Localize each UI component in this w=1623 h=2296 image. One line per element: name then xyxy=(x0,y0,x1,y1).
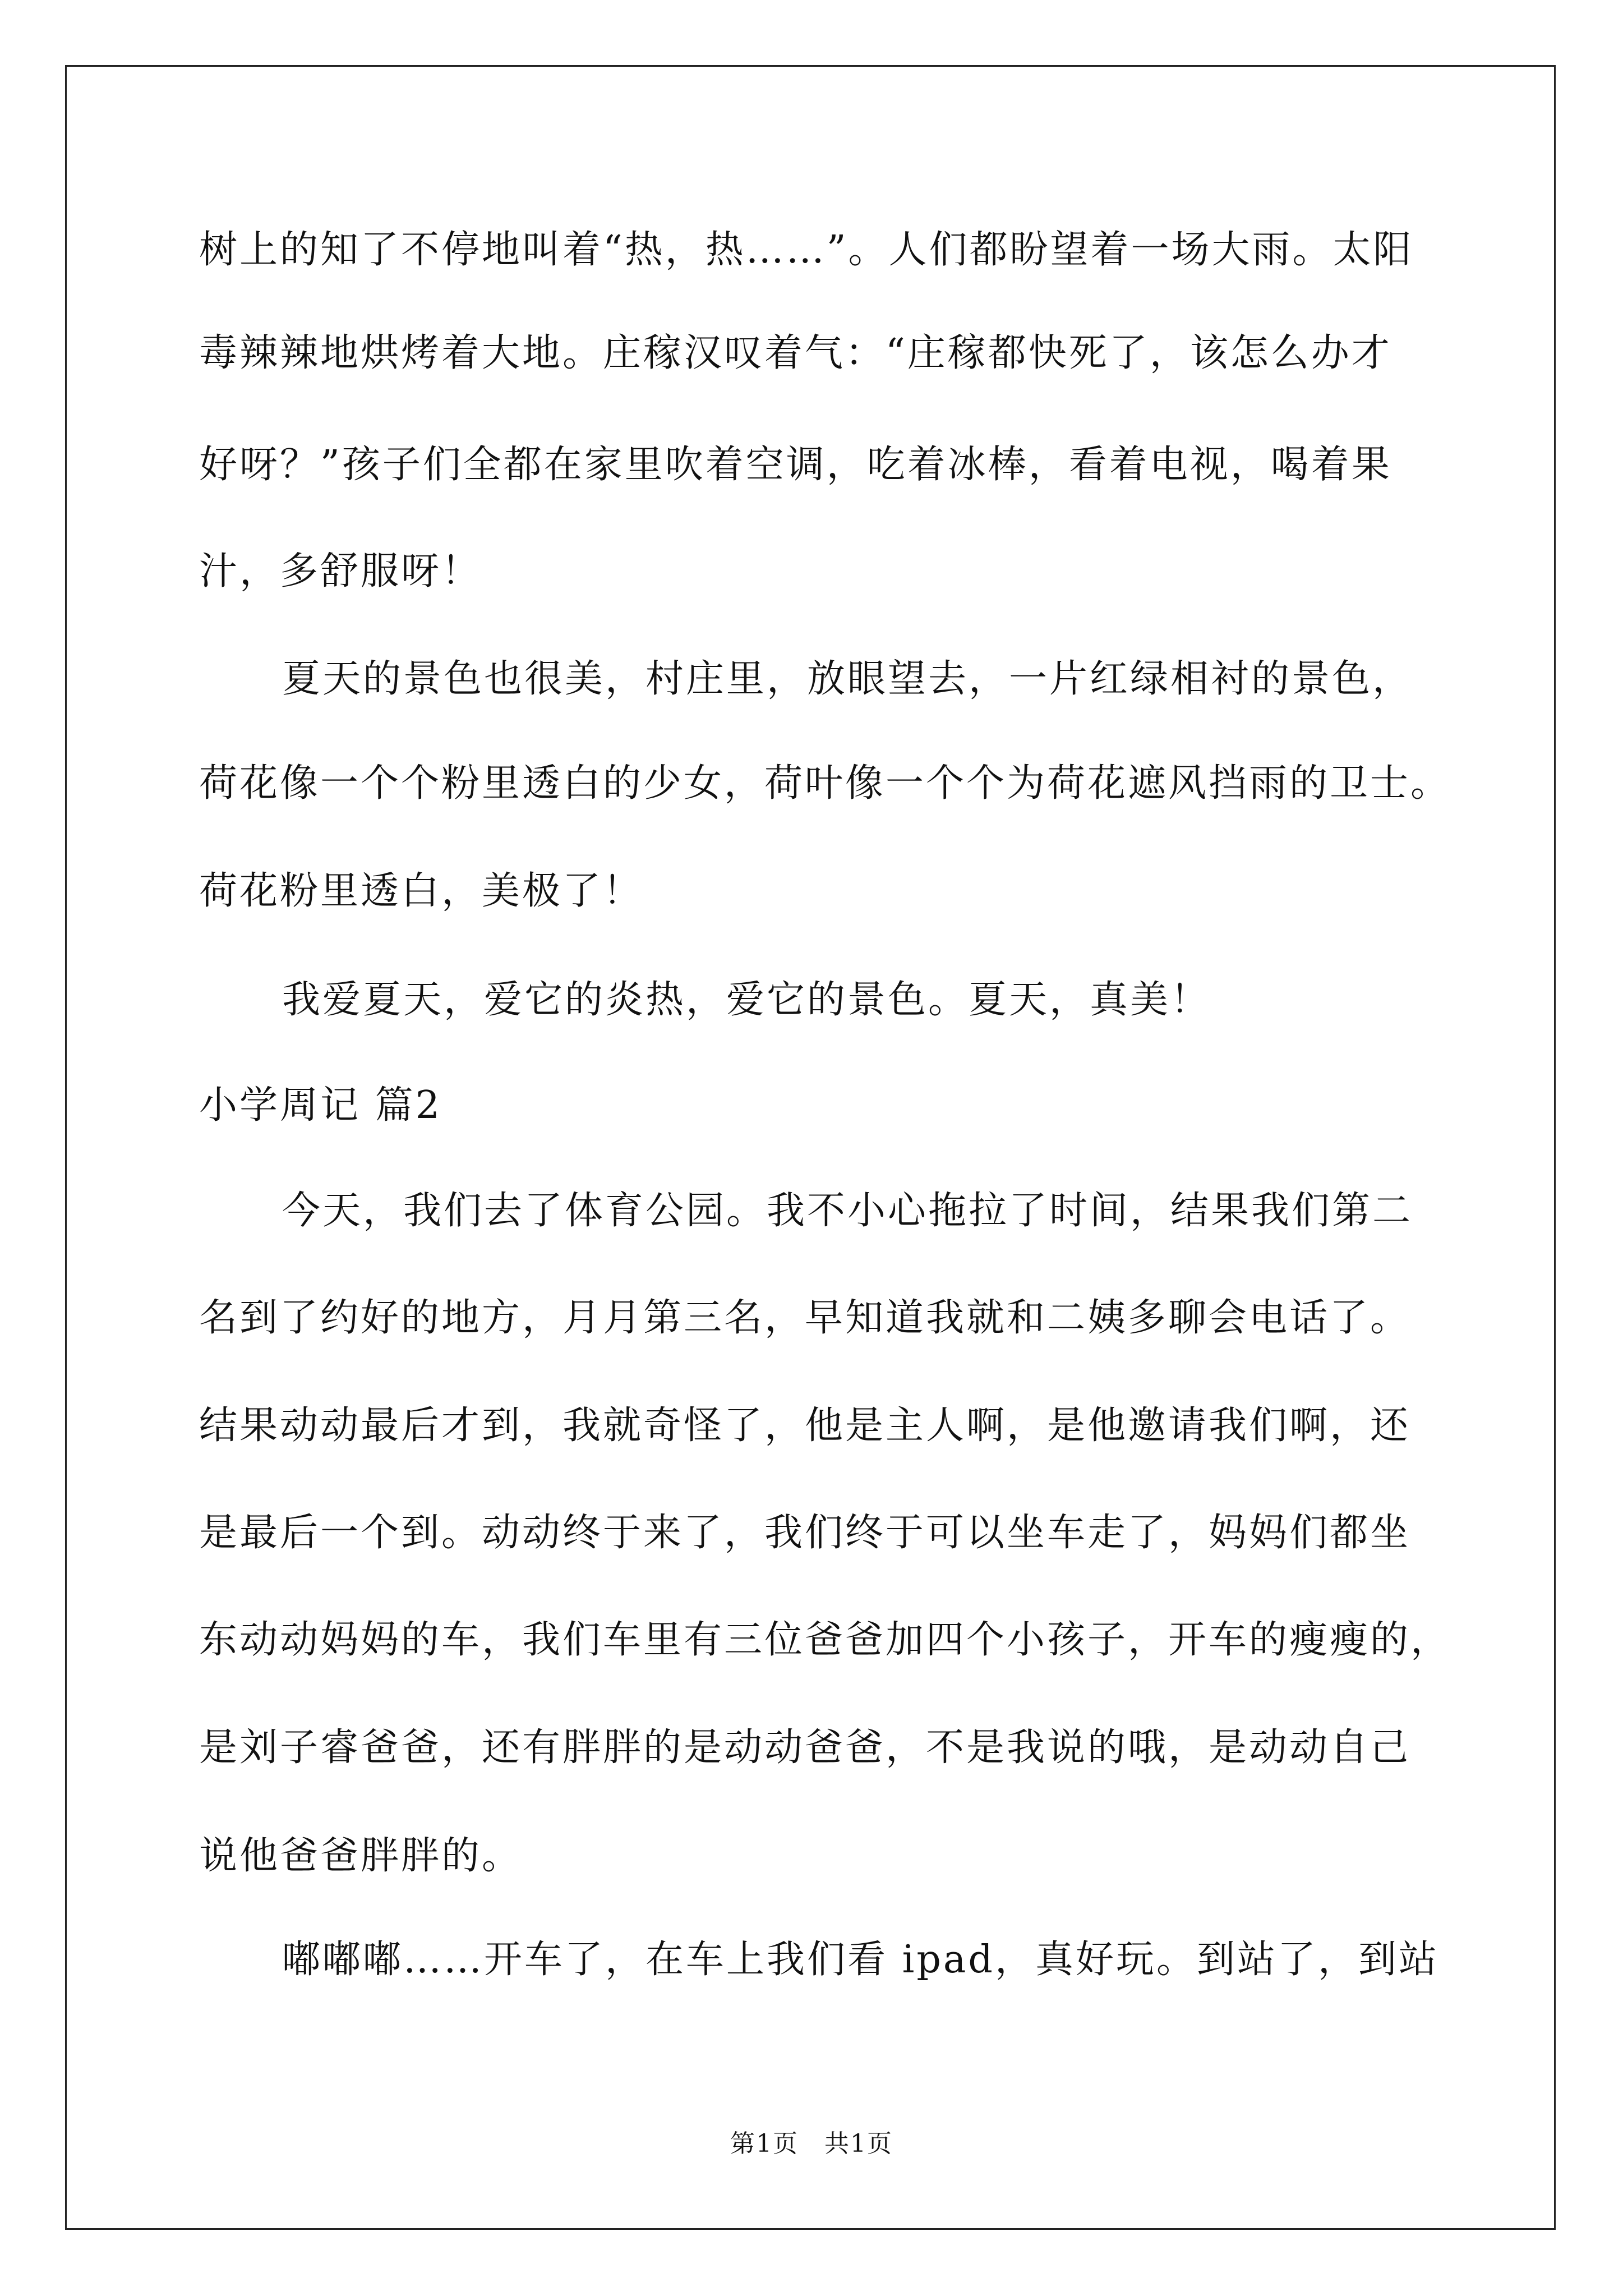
paragraph-2-line-3: 荷花粉里透白，美极了！ xyxy=(199,869,644,913)
paragraph-4-line-4: 是最后一个到。动动终于来了，我们终于可以坐车走了，妈妈们都坐 xyxy=(199,1511,1411,1555)
paragraph-4-line-5: 东动动妈妈的车，我们车里有三位爸爸加四个小孩子，开车的瘦瘦的， xyxy=(199,1618,1451,1662)
paragraph-4-line-1: 今天，我们去了体育公园。我不小心拖拉了时间，结果我们第二 xyxy=(282,1189,1413,1233)
paragraph-3-line-1: 我爱夏天，爱它的炎热，爱它的景色。夏天，真美！ xyxy=(282,978,1211,1022)
paragraph-1-line-3: 好呀？”孩子们全都在家里吹着空调，吃着冰棒，看着电视，喝着果 xyxy=(199,443,1392,487)
paragraph-4-line-6: 是刘子睿爸爸，还有胖胖的是动动爸爸，不是我说的哦，是动动自己 xyxy=(199,1726,1411,1770)
paragraph-4-line-2: 名到了约好的地方，月月第三名，早知道我就和二姨多聊会电话了。 xyxy=(199,1296,1411,1340)
paragraph-1-line-1: 树上的知了不停地叫着“热，热……”。人们都盼望着一场大雨。太阳 xyxy=(199,228,1414,272)
paragraph-1-line-4: 汁，多舒服呀！ xyxy=(199,549,482,593)
paragraph-4-line-3: 结果动动最后才到，我就奇怪了，他是主人啊，是他邀请我们啊，还 xyxy=(199,1404,1411,1448)
paragraph-1-line-2: 毒辣辣地烘烤着大地。庄稼汉叹着气：“庄稼都快死了，该怎么办才 xyxy=(199,331,1392,375)
paragraph-4-line-7: 说他爸爸胖胖的。 xyxy=(199,1834,523,1878)
paragraph-5-line-1: 嘟嘟嘟……开车了，在车上我们看 ipad，真好玩。到站了，到站 xyxy=(282,1938,1439,1982)
paragraph-2-line-1: 夏天的景色也很美，村庄里，放眼望去，一片红绿相衬的景色， xyxy=(282,657,1413,701)
paragraph-2-line-2: 荷花像一个个粉里透白的少女，荷叶像一个个为荷花遮风挡雨的卫士。 xyxy=(199,761,1451,806)
section-heading: 小学周记 篇2 xyxy=(199,1083,442,1128)
page-border xyxy=(65,65,1556,2230)
page-footer: 第1页 共1页 xyxy=(730,2129,893,2158)
